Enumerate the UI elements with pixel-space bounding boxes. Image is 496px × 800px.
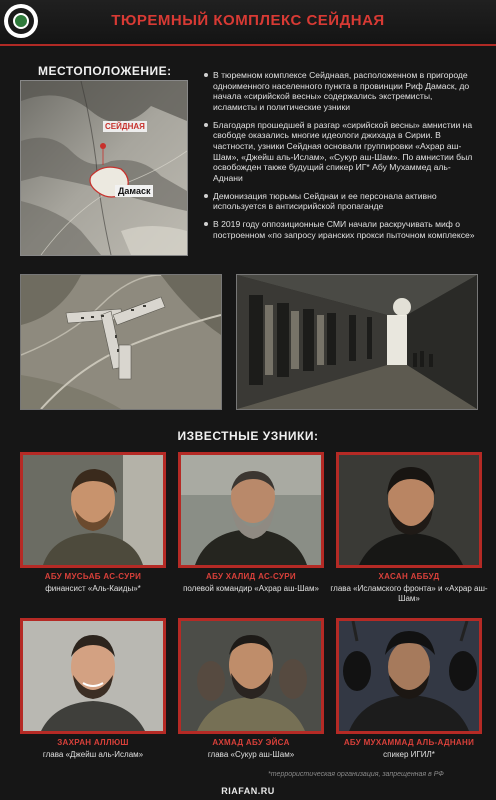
corridor-photo [236,274,478,410]
prisoner-portrait [336,618,482,734]
prisoner-portrait [20,618,166,734]
footer-site[interactable]: RIAFAN.RU [221,786,275,796]
prisoner-role: глава «Джейш аль-Ислам» [42,750,144,759]
prisoner-name: АХМАД АБУ ЭЙСА [212,738,290,747]
prisoner-role: полевой командир «Ахрар аш-Шам» [183,584,319,593]
page-title: ТЮРЕМНЫЙ КОМПЛЕКС СЕЙДНАЯ [111,12,385,29]
prisoner-portrait [336,452,482,568]
aerial-photo [20,274,222,410]
prisoner-name: АБУ МУСЬАБ АС-СУРИ [44,572,142,581]
location-heading: МЕСТОПОЛОЖЕНИЕ: [38,64,172,78]
prisoner-role: финансист «Аль-Каиды»* [45,584,141,593]
prisoner-portrait [20,452,166,568]
satellite-map-image [21,81,187,255]
prisoner-portrait [178,618,324,734]
prisoners-heading: ИЗВЕСТНЫЕ УЗНИКИ: [177,429,319,443]
prisoner-role: спикер ИГИЛ* [383,750,435,759]
bullet-item: В 2019 году оппозиционные СМИ начали раскручивать миф о построенном «по запросу иранских прокси пыточном комплексе» [204,219,476,240]
map-label-damascus: Дамаск [115,185,153,197]
map-label-saydnaya: СЕЙДНАЯ [105,122,145,131]
prisoner-portrait [178,452,324,568]
bullet-item: В тюремном комплексе Сейднаая, расположенном в пригороде одноименного населенного пункта в провинции Риф Дамаск, до начала «сирийской весны» содержались экстремисты, исламисты и политические узники [204,70,476,113]
info-bullets [204,70,476,247]
prisoner-name: ХАСАН АББУД [378,572,440,581]
bullet-item: Благодаря прошедшей в разгар «сирийской весны» амнистии на свободе оказались многие идеологи джихада в Сирии. В частности, узники Сейдная основали группировки «Ахрар аш-Шам», «Джейш аль-Ислам», «Сукур аш-Шам». По амнистии был освобожден также будущий спикер ИГ* Абу Мухаммед аль-Аднани [204,120,476,184]
location-map [20,80,188,256]
prisoner-role: глава «Исламского фронта» и «Ахрар аш-Шам» [330,584,488,603]
bullet-item: Демонизация тюрьмы Сейднаи и ее персонала активно используется в антисирийской пропаганде [204,191,476,212]
prisoner-name: АБУ ХАЛИД АС-СУРИ [206,572,296,581]
prisoner-name: АБУ МУХАММАД АЛЬ-АДНАНИ [343,738,475,747]
footnote: *террористическая организация, запрещенная в РФ [268,771,444,778]
header-bar [0,0,496,44]
prisoner-name: ЗАХРАН АЛЛЮШ [57,738,129,747]
prisoner-role: глава «Сукур аш-Шам» [207,750,295,759]
header-divider [0,44,496,46]
